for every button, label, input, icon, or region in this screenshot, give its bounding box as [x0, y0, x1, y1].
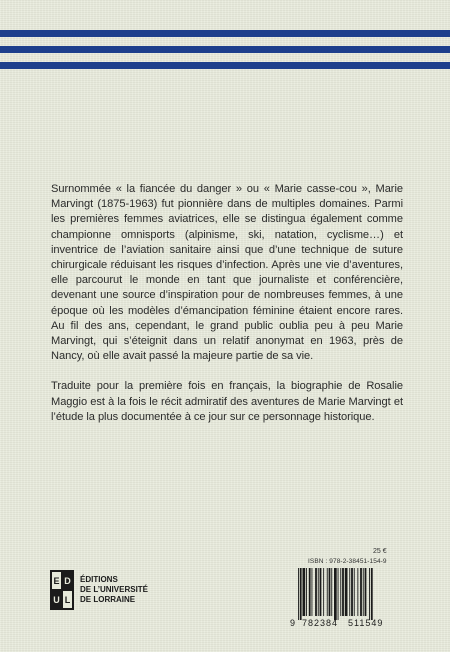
top-stripe-1: [0, 30, 450, 37]
barcode-bar: [354, 568, 355, 616]
barcode-bar: [306, 568, 307, 616]
barcode: [290, 568, 390, 628]
barcode-bar: [309, 568, 311, 616]
top-stripe-2: [0, 46, 450, 53]
barcode-digit-lead: 9: [290, 618, 296, 628]
barcode-bar: [340, 568, 341, 616]
barcode-bar: [360, 568, 362, 616]
barcode-digits-right: 511549: [348, 618, 384, 628]
publisher-logo: [50, 570, 74, 610]
barcode-bar: [371, 568, 373, 620]
barcode-bar: [318, 568, 319, 616]
paragraph-1: Surnommée « la fiancée du danger » ou « Marie casse-cou », Marie Marvingt (1875-1963) fut pionnière dans de multiples domaines. Parmi les premières femmes aviatrices, elle se distingua également comme championne omnisports (alpinisme, ski, natation, cyclisme…) et inventrice de l’aviation sanitaire ainsi que d’une technique de suture chirurgicale réduisant les risques d’infection. Après une vie d’aventures, elle parcourut le monde en tant que journaliste et conférencière, devenant une source d’inspiration pour de nombreuses femmes, à une époque où les modèles d’émancipation féminine étaient encore rares. Au fil des ans, cependant, le grand public oublia peu à peu Marie Marvingt, qui s’éteignit dans un relatif anonymat en 1963, près de Nancy, où elle avait passé la majeure partie de sa vie.: [51, 183, 403, 363]
barcode-bar: [363, 568, 364, 616]
publisher-block: [50, 570, 148, 610]
barcode-bar: [365, 568, 367, 616]
barcode-bar: [298, 568, 299, 620]
publisher-name: [80, 575, 148, 605]
barcode-graphic: [290, 568, 390, 628]
barcode-bar: [351, 568, 353, 616]
publisher-line-2: DE L’UNIVERSITÉ: [80, 585, 149, 594]
price-label: 25 €: [373, 548, 387, 555]
publisher-line-3: DE LORRAINE: [80, 595, 136, 604]
barcode-bar: [331, 568, 332, 616]
top-stripe-3: [0, 62, 450, 69]
barcode-bar: [357, 568, 358, 616]
logo-letter-l: L: [63, 591, 72, 608]
barcode-bar: [320, 568, 322, 616]
barcode-bar: [312, 568, 313, 616]
barcode-bar: [349, 568, 350, 616]
barcode-bar: [329, 568, 331, 616]
barcode-bar: [300, 568, 302, 620]
logo-letter-d: D: [63, 572, 72, 589]
publisher-line-1: ÉDITIONS: [80, 575, 118, 584]
barcode-bar: [345, 568, 348, 616]
isbn-label: ISBN : 978-2-38451-154-9: [308, 558, 387, 565]
logo-letter-e: E: [52, 572, 61, 589]
logo-letter-u: U: [52, 591, 61, 608]
barcode-bar: [327, 568, 328, 616]
barcode-digits-left: 782384: [302, 618, 339, 628]
paragraph-2: Traduite pour la première fois en français, la biographie de Rosalie Maggio est à la fois le récit admiratif des aventures de Marie Marvingt et l’étude la plus documentée à ce jour sur ce personnage historique.: [51, 380, 403, 423]
barcode-bar: [369, 568, 370, 620]
barcode-bar: [334, 568, 337, 620]
barcode-bar: [342, 568, 344, 616]
back-cover-text: [51, 182, 403, 440]
barcode-bar: [315, 568, 317, 616]
barcode-bar: [338, 568, 339, 620]
barcode-bar: [323, 568, 324, 616]
barcode-bar: [303, 568, 306, 616]
